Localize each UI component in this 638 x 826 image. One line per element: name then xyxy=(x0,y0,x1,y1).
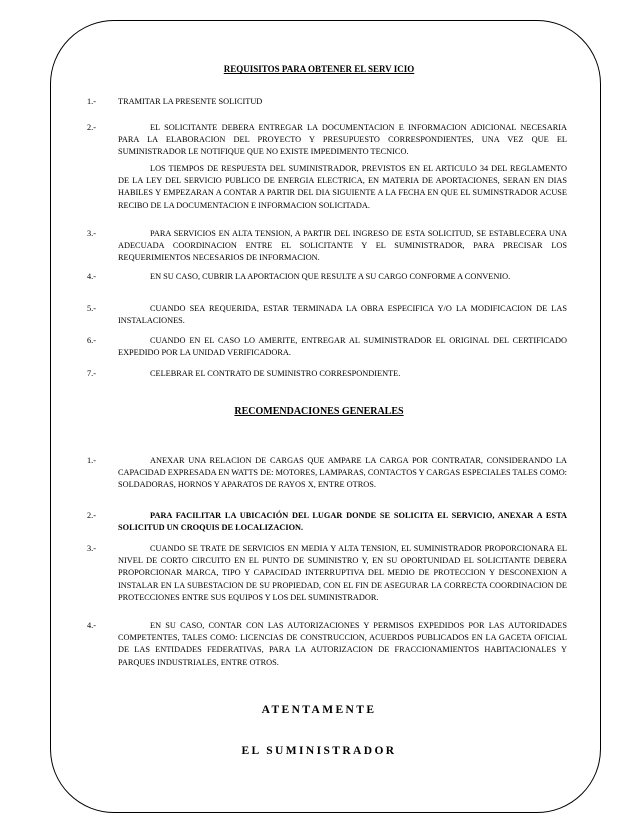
item-number: 7.- xyxy=(87,369,96,378)
item-text: CUANDO EN EL CASO LO AMERITE, ENTREGAR AL SUMINISTRADOR EL ORIGINAL DEL CERTIFICADO EXPEDIDO POR LA UNIDAD VERIFICADORA. xyxy=(118,336,567,358)
item-text: CUANDO SEA REQUERIDA, ESTAR TERMINADA LA OBRA ESPECIFICA Y/O LA MODIFICACION DE LAS INSTALACIONES. xyxy=(118,304,567,326)
recomendacion-item xyxy=(87,543,567,604)
item-text: LOS TIEMPOS DE RESPUESTA DEL SUMINISTRADOR, PREVISTOS EN EL ARTICULO 34 DEL REGLAMENTO DE LA LEY DEL SERVICIO PUBLICO DE ENERGIA ELECTRICA, EN MATERIA DE APORTACIONES, SERAN EN DIAS HABILES Y EMPEZARAN A CONTAR A PARTIR DEL DIA SIGUIENTE A LA FECHA EN QUE EL SUMINSTRADOR ACUSE RECIBO DE LA DOCUMENTACION E INFORMACION SOLICITADA. xyxy=(118,164,567,210)
requisito-item xyxy=(87,163,567,212)
item-text: TRAMITAR LA PRESENTE SOLICITUD xyxy=(118,97,263,106)
recomendacion-item xyxy=(87,510,567,534)
item-text: EN SU CASO, CONTAR CON LAS AUTORIZACIONES Y PERMISOS EXPEDIDOS POR LAS AUTORIDADES COMPETENTES, TALES COMO: LICENCIAS DE CONSTRUCCION, ACUERDOS PUBLICADOS EN LA GACETA OFICIAL DE LAS ENTIDADES FEDERATIVAS, PARA LA AUTORIZACION DE FRACCIONAMIENTOS HABITACIONALES Y PARQUES INDUSTRIALES, ENTRE OTROS. xyxy=(118,621,567,667)
item-text: EN SU CASO, CUBRIR LA APORTACION QUE RESULTE A SU CARGO CONFORME A CONVENIO. xyxy=(150,272,511,281)
requisito-item xyxy=(87,368,567,380)
item-text: EL SOLICITANTE DEBERA ENTREGAR LA DOCUMENTACION E INFORMACION ADICIONAL NECESARIA PARA LA ELABORACION DEL PROYECTO Y PRESUPUESTO CORRESPONDIENTES, UNA VEZ QUE EL SUMINISTRADOR LE NOTIFIQUE QUE NO EXISTE IMPEDIMENTO TECNICO. xyxy=(118,123,567,157)
requisito-item xyxy=(87,271,567,283)
item-text: CELEBRAR EL CONTRATO DE SUMINISTRO CORRESPONDIENTE. xyxy=(150,369,401,378)
item-text: CUANDO SE TRATE DE SERVICIOS EN MEDIA Y ALTA TENSION, EL SUMINISTRADOR PROPORCIONARA EL NIVEL DE CORTO CIRCUITO EN EL PUNTO DE SUMINISTRO Y, EN SU OPORTUNIDAD EL SOLICITANTE DEBERA PROPORCIONAR MARCA, TIPO Y CAPACIDAD INTERRUPTIVA DEL MEDIO DE PROTECCION Y DESCONEXION A INSTALAR EN LA SUBESTACION DE SU PROPIEDAD, CON EL FIN DE ASEGURAR LA CORRECTA COORDINACION DE PROTECCIONES ENTRE SUS EQUIPOS Y LOS DEL SUMINISTRADOR. xyxy=(118,544,567,602)
item-number: 6.- xyxy=(87,336,96,345)
item-number: 4.- xyxy=(87,621,96,630)
item-number: 4.- xyxy=(87,272,96,281)
closing-suministrador: EL SUMINISTRADOR xyxy=(241,745,397,757)
recomendacion-item xyxy=(87,455,567,492)
requisito-item xyxy=(87,96,567,108)
item-text: PARA FACILITAR LA UBICACIÓN DEL LUGAR DONDE SE SOLICITA EL SERVICIO, ANEXAR A ESTA SOLICITUD UN CROQUIS DE LOCALIZACION. xyxy=(118,511,567,533)
requisito-item xyxy=(87,335,567,359)
item-number: 3.- xyxy=(87,229,96,238)
item-number: 2.- xyxy=(87,123,96,132)
recomendaciones-title: RECOMENDACIONES GENERALES xyxy=(234,406,404,417)
item-number: 2.- xyxy=(87,511,96,520)
item-number: 3.- xyxy=(87,544,96,553)
item-number: 1.- xyxy=(87,97,96,106)
item-number: 5.- xyxy=(87,304,96,313)
item-text: PARA SERVICIOS EN ALTA TENSION, A PARTIR DEL INGRESO DE ESTA SOLICITUD, SE ESTABLECERA UNA ADECUADA COORDINACION ENTRE EL SOLICITANTE Y EL SUMINISTRADOR, PARA PRECISAR LOS REQUERIMIENTOS NECESARIOS DE INFORMACION. xyxy=(118,229,567,263)
item-number: 1.- xyxy=(87,456,96,465)
closing-atentamente: ATENTAMENTE xyxy=(261,704,377,716)
recomendacion-item xyxy=(87,620,567,669)
requisito-item xyxy=(87,122,567,159)
item-text: ANEXAR UNA RELACION DE CARGAS QUE AMPARE LA CARGA POR CONTRATAR, CONSIDERANDO LA CAPACIDAD EXPRESADA EN WATTS DE: MOTORES, LAMPARAS, CONTACTOS Y CARGAS ESPECIALES TALES COMO: SOLDADORAS, HORNOS Y APARATOS DE RAYOS X, ENTRE OTROS. xyxy=(118,456,567,490)
requisito-item xyxy=(87,228,567,265)
requisitos-title: REQUISITOS PARA OBTENER EL SERV ICIO xyxy=(223,64,415,74)
requisito-item xyxy=(87,303,567,327)
